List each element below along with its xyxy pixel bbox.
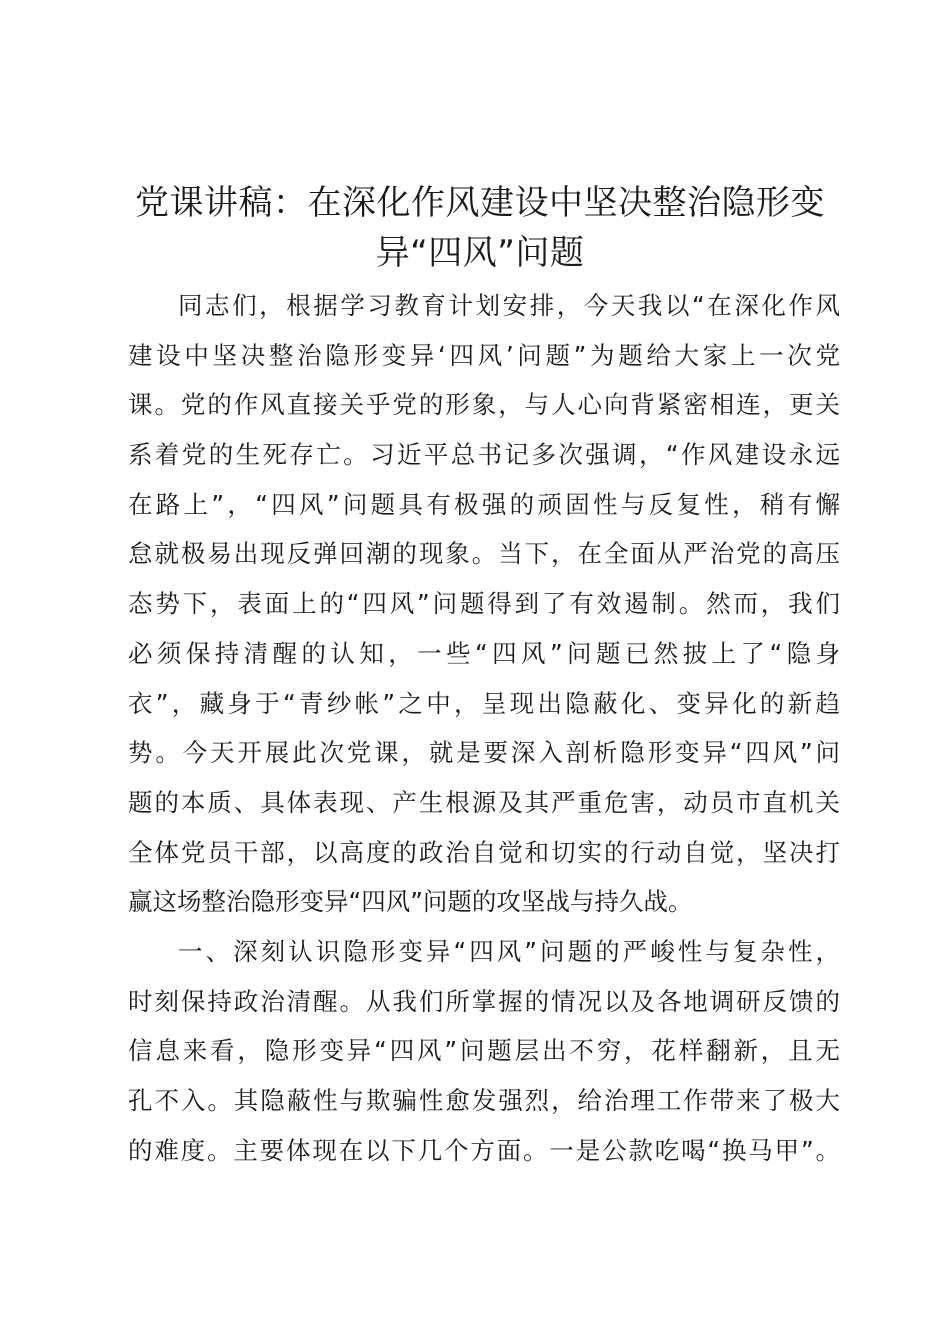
title-line: 异“四风”问题 — [375, 233, 585, 273]
paragraph-line: 必须保持清醒的认知，一些“四风”问题已然披上了“隐身 — [128, 638, 840, 668]
paragraph-line: 一、深刻认识隐形变异“四风”问题的严峻性与复杂性， — [178, 937, 840, 966]
paragraph-line: 系着党的生死存亡。习近平总书记多次强调，“作风建设永远 — [128, 440, 840, 470]
paragraph-line: 孔不入。其隐蔽性与欺骗性愈发强烈，给治理工作带来了极大 — [128, 1086, 840, 1116]
paragraph-line: 在路上”，“四风”问题具有极强的顽固性与反复性，稍有懈 — [128, 489, 840, 519]
paragraph-line: 信息来看，隐形变异“四风”问题层出不穷，花样翻新，且无 — [128, 1036, 840, 1066]
paragraph-line: 势。今天开展此次党课，就是要深入剖析隐形变异“四风”问 — [128, 738, 840, 768]
paragraph-line: 全体党员干部，以高度的政治自觉和切实的行动自觉，坚决打 — [128, 837, 840, 867]
paragraph-line: 赢这场整治隐形变异“四风”问题的攻坚战与持久战。 — [128, 887, 693, 917]
body-paragraph — [128, 927, 840, 1175]
paragraph-line: 态势下，表面上的“四风”问题得到了有效遏制。然而，我们 — [128, 589, 840, 619]
paragraph-line: 怠就极易出现反弹回潮的现象。当下，在全面从严治党的高压 — [128, 539, 840, 569]
paragraph-line: 题的本质、具体表现、产生根源及其严重危害，动员市直机关 — [128, 787, 840, 817]
paragraph-line: 课。党的作风直接关乎党的形象，与人心向背紧密相连，更关 — [128, 390, 840, 420]
paragraph-line: 同志们，根据学习教育计划安排，今天我以“在深化作风 — [178, 291, 840, 320]
paragraph-line: 时刻保持政治清醒。从我们所掌握的情况以及各地调研反馈的 — [128, 986, 840, 1016]
paragraph-line: 建设中坚决整治隐形变异‘四风’问题”为题给大家上一次党 — [128, 340, 840, 370]
body-paragraph — [128, 281, 840, 927]
document-title — [110, 178, 850, 278]
paragraph-line: 衣”，藏身于“青纱帐”之中，呈现出隐蔽化、变异化的新趋 — [128, 688, 840, 718]
title-line: 党课讲稿：在深化作风建设中坚决整治隐形变 — [135, 183, 825, 223]
paragraph-line: 的难度。主要体现在以下几个方面。一是公款吃喝“换马甲”。 — [128, 1135, 840, 1165]
